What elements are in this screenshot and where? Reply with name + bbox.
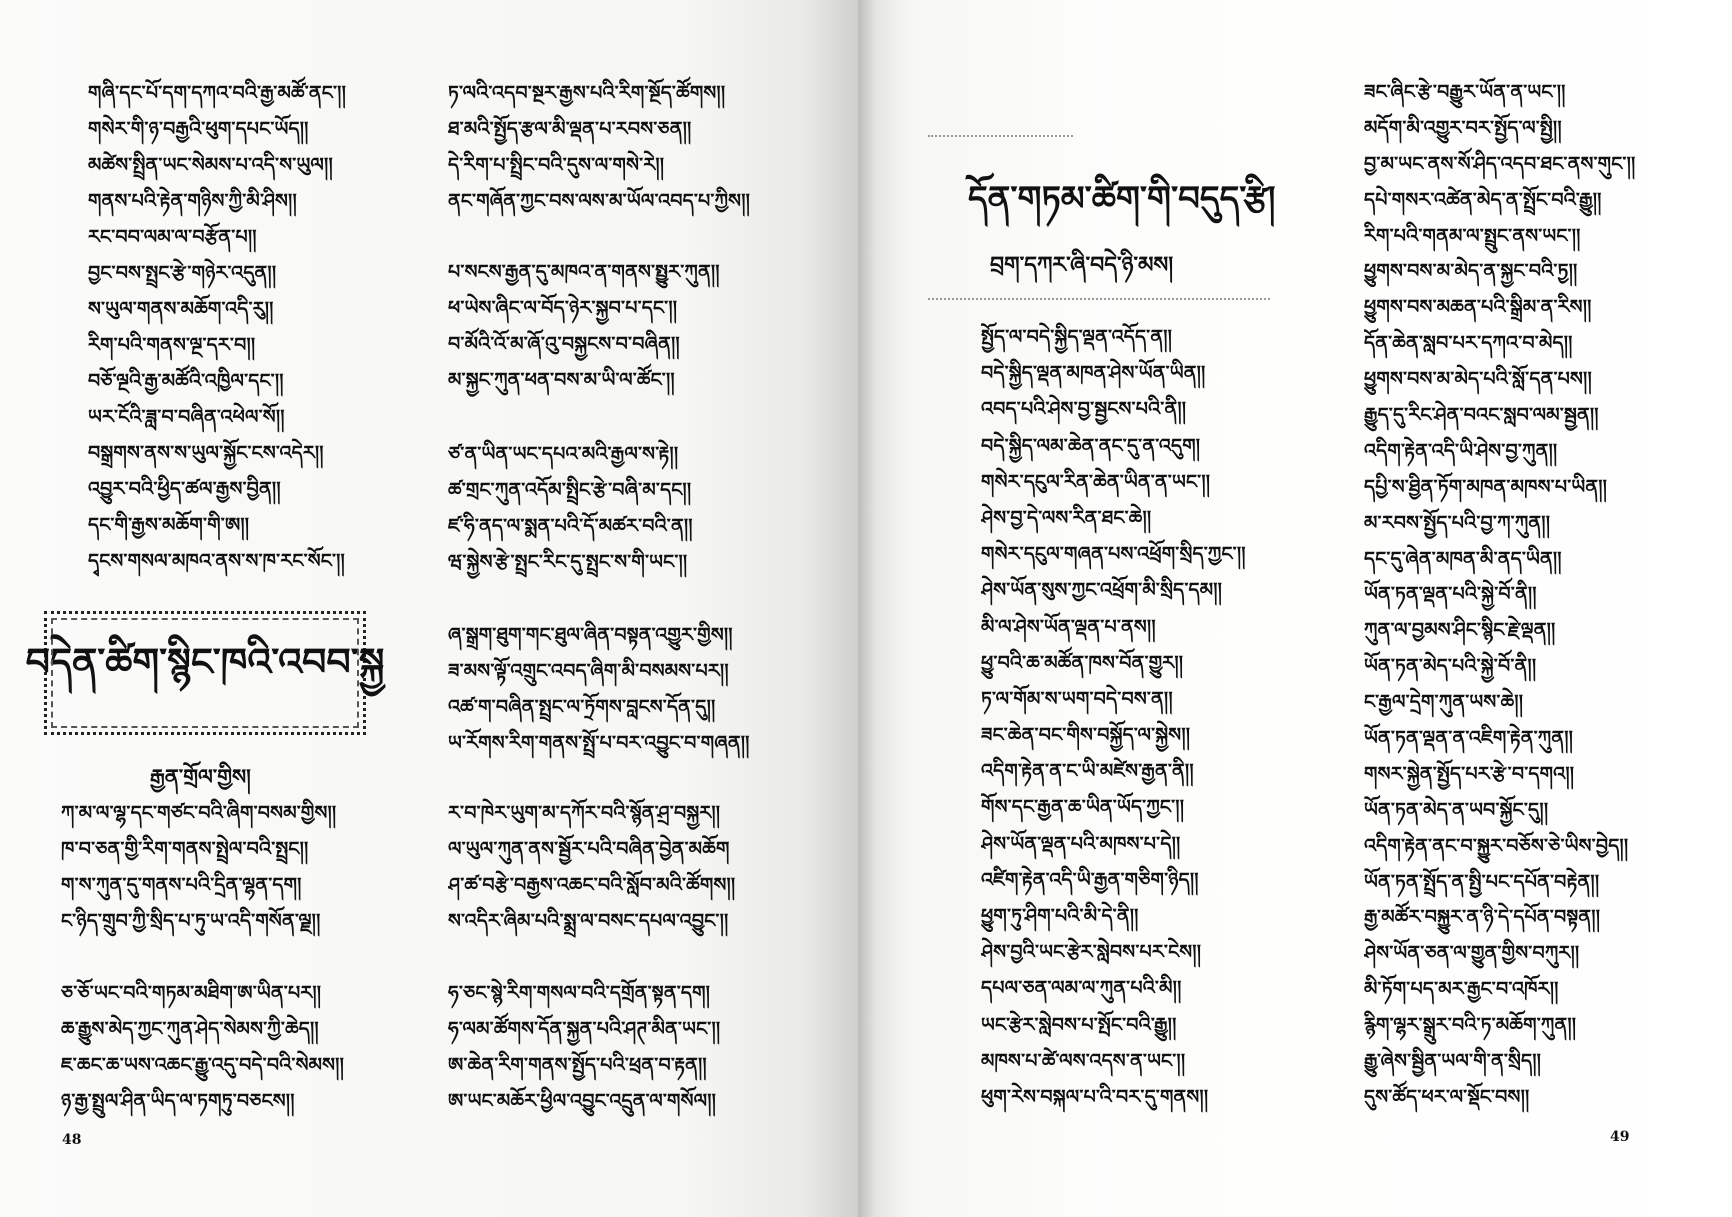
verse-line: ཏ་ལ་གོམ་ས་ཡག་བདེ་བས་ན།། bbox=[981, 687, 1173, 710]
left-column-2-stanza-6 bbox=[448, 975, 778, 1119]
verse-line: ས་འདིར་ཞིམ་པའི་སྨྲ་ལ་བསང་དཔལ་འབྱུང་།། bbox=[448, 910, 729, 932]
verse-line: དཔེ་གསར་འཚེན་མེད་ན་སྤྲོང་བའི་རྒྱུ།། bbox=[1364, 188, 1602, 211]
verse-line: ཤེས་ཡོན་ཅན་ལ་གྱུན་གྱིས་བཀུར།། bbox=[1364, 942, 1580, 965]
verse-line: གསེར་དངུལ་རིན་ཆེན་ཡིན་ན་ཡང་།། bbox=[981, 470, 1211, 493]
verse-line: དོན་ཆེན་སླབ་པར་དཀའ་བ་མེད།། bbox=[1364, 332, 1573, 355]
verse-line: ཅ་ཅོ་ཡང་བའི་གཏམ་མཐིག་ཨ་ཡིན་པར།། bbox=[61, 982, 322, 1004]
verse-line: ཞ་སྒྲག་ཐུག་གང་ཐུལ་ཞིན་བསྟན་འགྱུར་གྱིས།། bbox=[448, 624, 733, 646]
verse-line: ཙ་ན་ཡིན་ཡང་དཔའ་མའི་རྒྱལ་ས་རྟེ།། bbox=[448, 443, 679, 465]
verse-line: རྒྱུ་ཞེས་སྦྱིན་ཡལ་གི་ན་སྲིད།། bbox=[1364, 1050, 1542, 1073]
verse-line: ཀ་མ་ལ་ལྷ་དང་གཙང་བའི་ཞིག་བསམ་གྱིས།། bbox=[61, 802, 337, 824]
verse-line: ཇ་ཆང་ཆ་ཡས་འཆང་རྒྱུ་འདུ་བདེ་བའི་སེམས།། bbox=[61, 1054, 345, 1076]
verse-line: ཡར་ངོའི་ཟླ་བ་བཞིན་འཕེལ་སོ།། bbox=[88, 406, 285, 428]
verse-line: ཡོན་ཏན་མེད་ན་ཡབ་སྐྱོང་དུ།། bbox=[1364, 798, 1549, 821]
right-column-1-verses bbox=[981, 319, 1301, 1115]
verse-line: ང་ཉིད་གྲུབ་ཀྱི་སྲིད་པ་ཏུ་ཡ་འདི་གསོན་ལྗ།། bbox=[61, 910, 321, 932]
verse-line: ས་ཡུལ་གནས་མཆོག་འདི་རུ།། bbox=[88, 298, 274, 320]
verse-line: རང་བབ་ལམ་ལ་བརྩོན་པ།། bbox=[88, 226, 257, 248]
verse-line: ཚ་གྲང་ཀུན་འདོམ་སྤྲིང་རྩེ་བཞི་མ་དང།། bbox=[448, 479, 692, 501]
verse-line: བ་མོའི་འོ་མ་ཞོ་འུ་བསྐྱངས་བ་བཞིན།། bbox=[448, 333, 680, 355]
verse-line: ཕྱུ་བའི་ཆ་མཚོན་ཁས་བོན་གྱུར།། bbox=[981, 651, 1184, 674]
article-title: དོན་གཏམ་ཚིག་གི་བདུད་རྩི། bbox=[968, 179, 1276, 219]
verse-line: ཨ་ཡང་མཆོར་ཕྱིལ་འབྱུང་འདྲུན་ལ་གསོལ།། bbox=[448, 1090, 717, 1112]
verse-line: དུས་ཚོད་ཕར་ལ་སྡོང་བས།། bbox=[1364, 1085, 1530, 1108]
verse-line: ཛ་ཧི་ནད་ལ་སྨན་པའི་དོ་མཚར་བའི་ན།། bbox=[448, 515, 693, 537]
byline-divider bbox=[928, 298, 1270, 300]
verse-line: ཕུག་རེས་བསྐལ་པ་འི་བར་དུ་གནས།། bbox=[981, 1085, 1209, 1108]
verse-line: ལ་ཡུལ་ཀུན་ནས་སྦྱོར་པའི་བཞིན་བྱེན་མཆོག bbox=[448, 838, 730, 860]
verse-line: མཚེས་སྤྲིན་ཡང་སེམས་པ་འདི་ས་ཡུལ།། bbox=[88, 154, 333, 176]
verse-line: གོས་དང་རྒྱན་ཆ་ཡིན་ཡོད་ཀྱང་།། bbox=[981, 796, 1185, 819]
verse-line: ཤ་ཚ་བརྩེ་བརྒྱས་འཆང་བའི་སློབ་མའི་ཚོགས།། bbox=[448, 874, 736, 896]
verse-line: མི་ཏོག་པད་མར་རྒྱང་བ་འཁོར།། bbox=[1364, 978, 1559, 1001]
poem-title: བདེན་ཚིག་སྙིང་ཁའི་འབབ་སྐྱ bbox=[25, 639, 385, 684]
verse-line: ཡོན་ཏན་སྤྲོད་ན་སྤྱི་པང་དཔོན་བརྟེན།། bbox=[1364, 870, 1600, 893]
verse-line: དེ་རིག་པ་སྤྲིང་བའི་དུས་ལ་གསེ་རེ།། bbox=[448, 154, 665, 176]
left-column-2-stanza-4 bbox=[448, 617, 788, 761]
verse-line: ཐ་མའི་སྤྱོད་རྩལ་མི་ལྡན་པ་རབས་ཅན།། bbox=[448, 118, 692, 140]
poem-author: རྒྱན་གྲོལ་གྱིས། bbox=[150, 765, 251, 789]
verse-line: རིག་པའི་གནས་ལྔ་དར་བ།། bbox=[88, 334, 256, 356]
verse-line: ནང་གཞོན་ཀྱང་བས་ལས་མ་ཡོལ་འབད་པ་ཀྱིས།། bbox=[448, 190, 751, 212]
verse-line: ཝ་སྐྱེས་རྩེ་སྤྲང་རིང་དུ་སྤྲང་ས་གི་ཡང་།། bbox=[448, 551, 688, 573]
verse-line: ཤེས་བྱའི་ཡང་རྩེར་སླེབས་པར་ངེས།། bbox=[981, 941, 1202, 964]
verse-line: རྒྱ་མཚོར་བསྐྱུར་ན་ཉི་དེ་དཔོན་བསྟན།། bbox=[1364, 906, 1601, 929]
article-byline: བྲག་དཀར་ཞི་བདེ་ཉི་མས། bbox=[990, 253, 1174, 278]
verse-line: ཡོན་ཏན་ལྡན་པའི་སྐྱེ་བོ་ནི།། bbox=[1364, 583, 1537, 606]
verse-line: ཕ་ཡེས་ཞིང་ལ་བོད་ཉེར་སྐྱབ་པ་དང་།། bbox=[448, 297, 678, 319]
left-page bbox=[0, 0, 858, 1217]
left-column-1-lower-stanza-1 bbox=[61, 795, 391, 939]
verse-line: དཔལ་ཅན་ལམ་ལ་ཀུན་པའི་མི།། bbox=[981, 977, 1182, 1000]
top-divider bbox=[928, 135, 1073, 137]
left-column-1-lower-stanza-2 bbox=[61, 975, 391, 1119]
verse-line: དཔྱི་ས་ཐྱིན་ཏོག་མཁན་མཁས་པ་ཡིན།། bbox=[1364, 475, 1608, 498]
verse-line: ཕྱུགས་བས་མཆན་པའི་སྒྲིམ་ན་རིས།། bbox=[1364, 296, 1592, 319]
verse-line: ཡང་རྩེར་སླེབས་པ་སྤོང་བའི་རྒྱུ།། bbox=[981, 1013, 1177, 1036]
verse-line: མདོག་མི་འགྱུར་བར་སྤྱོད་ལ་སྤྱི།། bbox=[1364, 116, 1562, 139]
verse-line: དང་གི་རྒྱས་མཆོག་གི་ཨ།། bbox=[88, 514, 250, 536]
verse-line: སྤྱོད་ལ་བདེ་སྐྱིད་ལྡན་འདོད་ན།། bbox=[981, 326, 1173, 348]
verse-line: བྱང་བས་སྤྲང་རྩེ་གཉེར་འདུན།། bbox=[88, 262, 277, 284]
verse-line: གསར་སྐྱེན་སྤྱོད་པར་རྩེ་བ་དགའ།། bbox=[1364, 762, 1575, 785]
verse-line: ཨ་ཆེན་རིག་གནས་སྤྱོད་པའི་ཕྲན་བ་རྟན།། bbox=[448, 1054, 707, 1076]
verse-line: པ་སངས་རྒྱན་དུ་མཁའ་ན་གནས་སྤྱུར་ཀུན།། bbox=[448, 261, 720, 283]
verse-line: ཀུན་ལ་བྱམས་ཤིང་སྙིང་རྗེ་ལྡན།། bbox=[1364, 619, 1556, 642]
verse-line: ཧ་ལམ་ཚོགས་དོན་སྐྱན་པའི་ཤཊ་མིན་ཡང་།། bbox=[448, 1018, 721, 1040]
right-page bbox=[858, 0, 1732, 1217]
verse-line: ཕྱུགས་བས་མ་མེད་པའི་སློ་དན་པས།། bbox=[1364, 368, 1592, 391]
verse-line: ཡོན་ཏན་མེད་པའི་སྐྱེ་བོ་ནི།། bbox=[1364, 655, 1537, 678]
left-column-2-stanza-1 bbox=[448, 75, 778, 219]
verse-line: དྭངས་གསལ་མཁའ་ནས་ས་ཁ་རང་སོང་།། bbox=[88, 550, 345, 572]
left-column-2-stanza-2 bbox=[448, 254, 778, 398]
verse-line: བདེ་སྐྱིད་ལམ་ཆེན་ནང་དུ་ན་འདུག། bbox=[981, 434, 1201, 457]
verse-line: ཉ་རྒྱ་སྤྲུལ་ཤིན་ཡིད་ལ་ཏགཏུ་བཅངས།། bbox=[61, 1090, 295, 1112]
verse-line: བྱ་མ་ཡང་ནས་སོ་ཤིད་འདབ་ཐང་ནས་གུང་།། bbox=[1364, 152, 1636, 175]
page-number-left: 48 bbox=[62, 1132, 82, 1148]
verse-line: འདིག་རྟེན་ནང་བ་སྐྱུར་བཅོས་ཅེ་ཡིས་བྱེད།། bbox=[1364, 834, 1629, 857]
verse-line: འདིག་རྟེན་འདི་ཡི་ཤེས་བྱ་ཀུན།། bbox=[1364, 439, 1558, 462]
verse-line: འཚ་ག་བཞིན་སྤྲང་ལ་ཏྲོགས་བླངས་དོན་དུ།། bbox=[448, 696, 716, 718]
verse-line: གསེར་དངུལ་གཞན་པས་འཕྲོག་སྲིད་ཀྱང་།། bbox=[981, 543, 1246, 566]
verse-line: ག་ས་ཀུན་དུ་གནས་པའི་དྲིན་ལྷན་དག། bbox=[61, 874, 302, 896]
verse-line: དང་དུ་ཞེན་མཁན་མི་ནད་ཡིན།། bbox=[1364, 547, 1562, 570]
verse-line: ཕྱུགས་བས་མ་མེད་ན་སྐྱང་བའི་ཏྱ།། bbox=[1364, 260, 1578, 283]
verse-line: མཁས་པ་ཚེ་ལས་འདས་ན་ཡང་།། bbox=[981, 1049, 1186, 1072]
verse-line: རྒྱུད་དུ་རིང་ཤེན་བའང་སླབ་ལམ་སྦྱན།། bbox=[1364, 404, 1599, 427]
verse-line: ཡོན་ཏན་ལྡན་ན་འཇིག་རྟེན་ཀུན།། bbox=[1364, 727, 1574, 750]
verse-line: ཧ་ཅང་སྙེ་རིག་གསལ་བའི་དགྲོན་སྟན་དག། bbox=[448, 982, 711, 1004]
verse-line: གཞི་དང་པོ་དག་དཀའ་བའི་རྒྱ་མཚོ་ནང་།། bbox=[88, 82, 346, 104]
page-number-right: 49 bbox=[1610, 1129, 1630, 1145]
verse-line: ང་རྒྱལ་དྲེག་ཀུན་ཡས་ཆེ།། bbox=[1364, 691, 1524, 714]
right-column-2-verses bbox=[1364, 75, 1704, 1116]
left-column-2-stanza-3 bbox=[448, 436, 778, 580]
left-column-1-verses bbox=[88, 75, 418, 579]
verse-line: ཕྱུག་ཏུ་ཤིག་པའི་མི་དེ་ནི།། bbox=[981, 905, 1139, 927]
verse-line: འབད་པའི་ཤེས་བྱ་སྦྱངས་པའི་ནི།། bbox=[981, 398, 1187, 421]
verse-line: རིག་པའི་གནམ་ལ་སྤྲུང་ནས་ཡང་།། bbox=[1364, 224, 1581, 247]
verse-line: ར་བ་ཁེར་ཡུག་མ་དཀོར་བའི་སྙོན་ཤྲ་བསྐྱར།། bbox=[448, 802, 721, 824]
verse-line: ཤེས་བྱ་དེ་ལས་རིན་ཐང་ཆེ།། bbox=[981, 506, 1152, 529]
verse-line: མ་རབས་སྤྱོད་པའི་བྱ་ཀ་ཀུན།། bbox=[1364, 511, 1551, 534]
verse-line: གནས་པའི་རྟེན་གཉིས་ཀྱི་མི་ཤིས།། bbox=[88, 190, 297, 212]
verse-line: བསྒྲགས་ནས་ས་ཡུལ་སྐྱོང་ངས་འདེར།། bbox=[88, 442, 324, 464]
verse-line: བདེ་སྐྱིད་ལྡན་མཁན་ཤེས་ཡོན་ཡིན།། bbox=[981, 362, 1206, 385]
verse-line: ཆ་རྒྱུས་མེད་ཀྱང་ཀུན་ཤེད་སེམས་ཀྱི་ཆེད།། bbox=[61, 1018, 319, 1040]
poem-title-frame bbox=[25, 611, 385, 735]
verse-line: ཤེས་ཡོན་སུས་ཀྱང་འཕྲོག་མི་སྲིད་དམ།། bbox=[981, 579, 1223, 602]
left-column-2-stanza-5 bbox=[448, 795, 778, 939]
verse-line: ཟང་ཆེན་བང་གིས་བསྐྱོད་ལ་སྐྱེས།། bbox=[981, 724, 1191, 747]
verse-line: ཁ་བ་ཅན་གྱི་རིག་གནས་སྤྲེལ་བའི་སྤྲང།། bbox=[61, 838, 309, 860]
verse-line: འདིག་རྟེན་ན་ང་ཡི་མཛེས་རྒྱན་ནི།། bbox=[981, 760, 1194, 783]
verse-line: ཤེས་ཡོན་ལྡན་པའི་མཁས་པ་དེ།། bbox=[981, 832, 1181, 855]
verse-line: མི་ལ་ཤེས་ཡོན་ལྡན་པ་ནས།། bbox=[981, 615, 1156, 638]
verse-line: རྙིག་ལྷར་སྒྲུར་བའི་ཏ་མཆོག་ཀུན།། bbox=[1364, 1014, 1577, 1037]
verse-line: ཏ་ལའི་འདབ་སྔར་རྒྱས་པའི་རིག་སྔོད་ཚོགས།། bbox=[448, 82, 726, 104]
verse-line: འབྱུར་བའི་ཕྱིད་ཚལ་རྒྱས་བྱིན།། bbox=[88, 478, 281, 500]
verse-line: ཟང་ཞིང་རྩེ་བརྒྱུར་ཡོན་ན་ཡང་།། bbox=[1364, 81, 1566, 103]
verse-line: འཛིག་རྟེན་འདི་ཡི་རྒྱན་གཅིག་ཉིད།། bbox=[981, 868, 1199, 891]
verse-line: བཅོ་ལྔའི་རྒྱ་མཚོའི་འཁྱིལ་དང་།། bbox=[88, 370, 284, 392]
verse-line: མ་སྐྱང་ཀུན་ཕན་བས་མ་ཡི་ལ་ཚོང་།། bbox=[448, 369, 675, 391]
verse-line: ཟ་མས་ལྟོ་འགྲུང་འབད་ཞིག་མི་བསམས་པར།། bbox=[448, 660, 729, 682]
verse-line: གསེར་གི་ཉ་བརྒྱའི་ཕུག་དཔང་ཡོད།། bbox=[88, 118, 309, 140]
verse-line: ཡ་རོགས་རིག་གནས་སྤྲོ་པ་བར་འབྱུང་བ་གཞན།། bbox=[448, 732, 750, 754]
